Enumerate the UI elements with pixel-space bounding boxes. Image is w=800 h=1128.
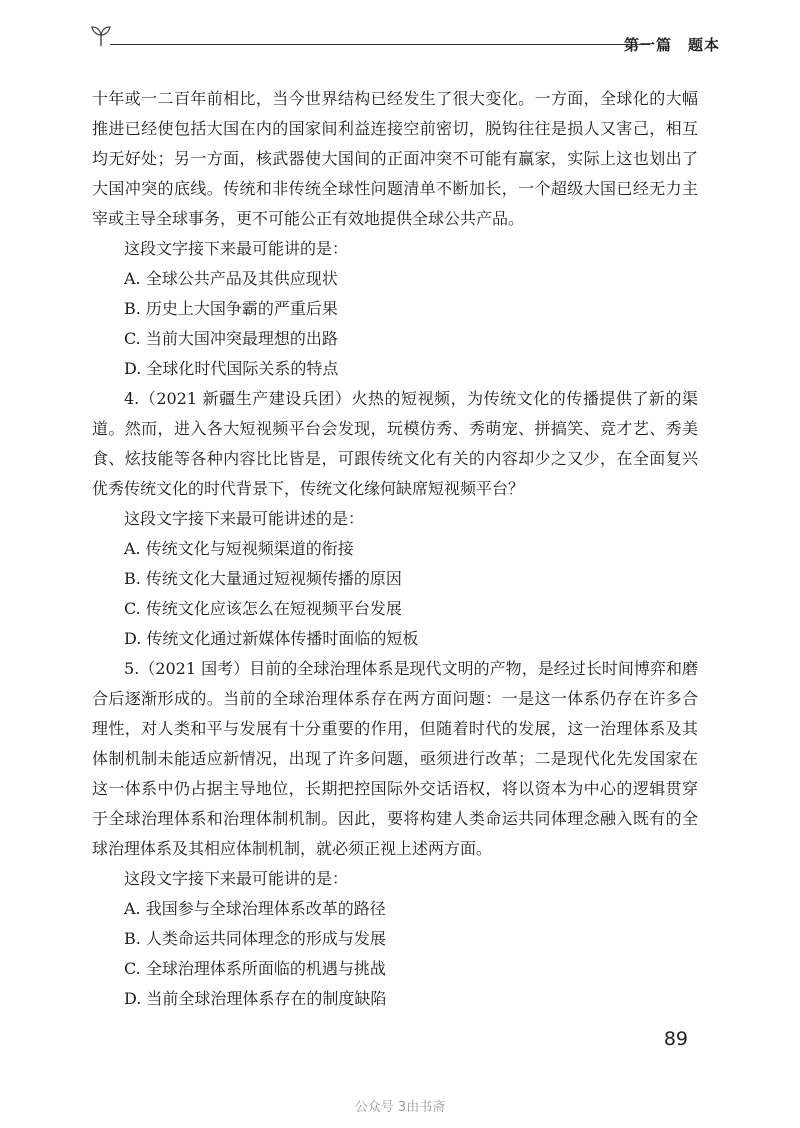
option-c: C. 当前大国冲突最理想的出路 (124, 329, 338, 348)
watermark: 公众号 3由书斋 (354, 1100, 446, 1115)
option-c: C. 全球治理体系所面临的机遇与挑战 (124, 959, 386, 978)
option-d: D. 全球化时代国际关系的特点 (124, 359, 339, 378)
option-a: A. 传统文化与短视频渠道的衔接 (124, 539, 354, 558)
option-d: D. 传统文化通过新媒体传播时面临的短板 (124, 629, 419, 648)
option-b: B. 人类命运共同体理念的形成与发展 (124, 929, 386, 948)
section-title: 第一篇 题本 (623, 36, 720, 54)
question-4: 4.（2021 新疆生产建设兵团）火热的短视频，为传统文化的传播提供了新的渠道。然而，进入各大短视频平台会发现，玩模仿秀、秀萌宠、拼搞笑、竞才艺、秀美食、炫技能等各种内容比比皆是，可跟传统文化有关的内容却少之又少，在全面复兴优秀传统文化的时代背景下，传统文化缘何缺席短视频平台？ (92, 389, 698, 498)
option-c: C. 传统文化应该怎么在短视频平台发展 (124, 599, 402, 618)
option-a: A. 全球公共产品及其供应现状 (124, 269, 338, 288)
paragraph-continued: 十年或一二百年前相比，当今世界结构已经发生了很大变化。一方面，全球化的大幅推进已经使包括大国在内的国家间利益连接空前密切，脱钩往往是损人又害己，相互均无好处；另一方面，核武器使大国间的正面冲突不可能有赢家，实际上这也划出了大国冲突的底线。传统和非传统全球性问题清单不断加长，一个超级大国已经无力主宰或主导全球事务，更不可能公正有效地提供全球公共产品。 (92, 89, 698, 228)
option-a: A. 我国参与全球治理体系改革的路径 (124, 899, 386, 918)
option-d: D. 当前全球治理体系存在的制度缺陷 (124, 989, 387, 1008)
question-prompt: 这段文字接下来最可能讲的是： (124, 239, 349, 258)
option-b: B. 传统文化大量通过短视频传播的原因 (124, 569, 402, 588)
page-header (80, 22, 720, 62)
question-5: 5.（2021 国考）目前的全球治理体系是现代文明的产物，是经过长时间博弈和磨合后逐渐形成的。当前的全球治理体系存在两方面问题：一是这一体系仍存在许多合理性，对人类和平与发展有十分重要的作用，但随着时代的发展，这一治理体系及其体制机制未能适应新情况，出现了许多问题，亟须进行改革；二是现代化先发国家在这一体系中仍占据主导地位，长期把控国际外交话语权，将以资本为中心的逻辑贯穿于全球治理体系和治理体制机制。因此，要将构建人类命运共同体理念融入既有的全球治理体系及其相应体制机制，就必须正视上述两方面。 (92, 659, 698, 858)
page-body (92, 84, 698, 1014)
question-prompt: 这段文字接下来最可能讲的是： (124, 869, 349, 888)
question-prompt: 这段文字接下来最可能讲述的是： (124, 509, 365, 528)
page-number: 89 (663, 1028, 688, 1050)
header-rule (110, 44, 650, 45)
option-b: B. 历史上大国争霸的严重后果 (124, 299, 338, 318)
